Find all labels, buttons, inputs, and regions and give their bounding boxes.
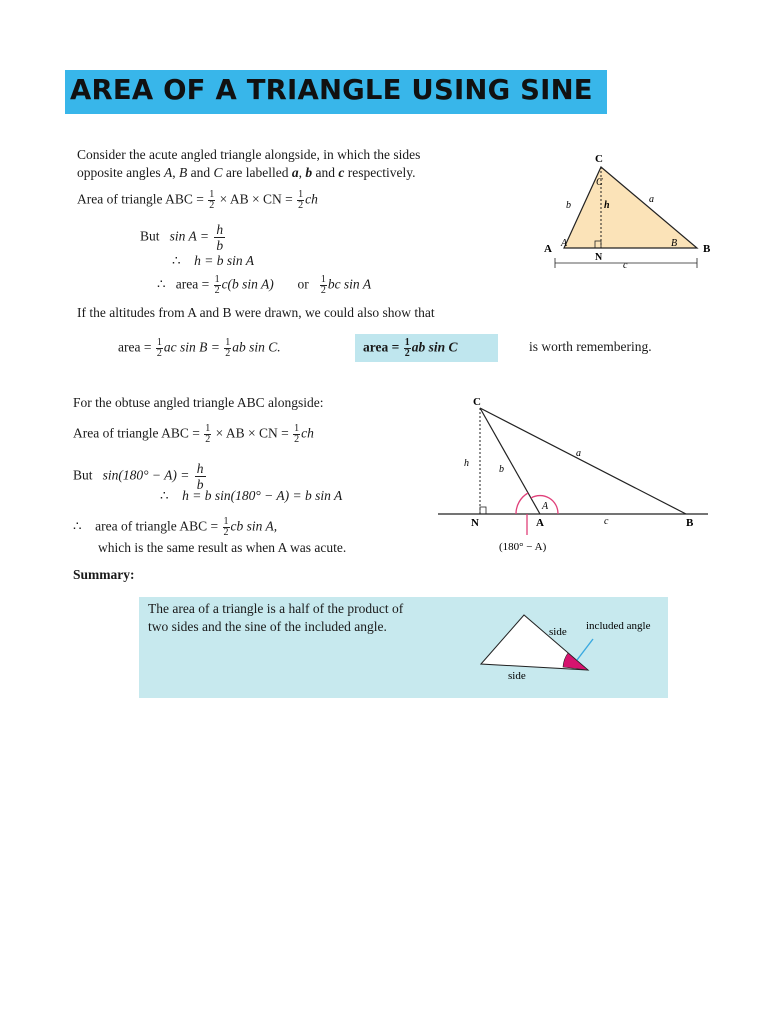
text: , <box>298 165 306 180</box>
angle-A: A <box>561 238 568 249</box>
therefore: ∴ <box>172 253 181 268</box>
summary-text-line2: two sides and the sine of the included angle. <box>148 619 387 634</box>
num: 1 <box>223 516 229 527</box>
altitudes-area-formula <box>118 338 281 359</box>
highlight-formula <box>363 338 457 359</box>
side-b: b <box>499 464 504 475</box>
text: are labelled <box>222 165 292 180</box>
fraction-half <box>208 190 215 211</box>
acute-area-formula <box>77 190 318 211</box>
text: But <box>140 228 160 244</box>
den: b <box>196 477 204 492</box>
den: 2 <box>209 200 215 211</box>
num: 1 <box>320 274 326 285</box>
acute-intro-line1: Consider the acute angled triangle alongside, in which the sides <box>77 147 421 162</box>
var-b: b <box>305 165 313 180</box>
side-c: c <box>604 516 609 527</box>
acute-but-sinA <box>140 222 227 253</box>
fraction-half <box>404 338 411 359</box>
num: 1 <box>205 423 211 434</box>
den: 2 <box>225 348 231 359</box>
fraction-half <box>223 517 230 538</box>
supplement-arc <box>516 493 528 514</box>
label-B: B <box>703 243 711 255</box>
text: sin(180° − A) = <box>102 467 193 483</box>
text: and <box>187 165 214 180</box>
label-A: A <box>544 243 552 255</box>
text: and <box>312 165 339 180</box>
side-a-line <box>480 408 686 514</box>
den: 2 <box>294 434 300 445</box>
fraction-half <box>320 275 327 296</box>
num: 1 <box>214 274 220 285</box>
text: area of triangle ABC = <box>95 518 222 534</box>
text: respectively. <box>344 165 416 180</box>
fraction-half <box>156 338 163 359</box>
num: h <box>196 461 204 476</box>
text: h = b sin A <box>194 253 254 268</box>
summary-triangle-diagram <box>474 608 668 688</box>
num: 1 <box>404 337 410 348</box>
text: ch <box>305 191 318 207</box>
label-C: C <box>595 153 603 165</box>
text: or <box>297 276 309 292</box>
text: area = <box>118 339 155 355</box>
summary-heading: Summary: <box>73 567 135 582</box>
text: sin A = <box>169 228 213 244</box>
text: ac sin B = <box>163 339 224 355</box>
den: 2 <box>320 285 326 296</box>
fraction-half <box>214 275 221 296</box>
obtuse-same-result: which is the same result as when A was acute. <box>98 540 347 555</box>
summary-side-label-2: side <box>508 670 526 682</box>
num: 1 <box>225 337 231 348</box>
num: 1 <box>156 337 162 348</box>
acute-triangle-diagram <box>535 150 720 275</box>
num: 1 <box>209 189 215 200</box>
supplement-label: (180° − A) <box>499 541 547 553</box>
altitude-h: h <box>464 458 469 469</box>
den: b <box>216 238 224 253</box>
right-angle-mark <box>480 507 486 514</box>
label-N: N <box>471 517 479 529</box>
fraction-half <box>293 424 300 445</box>
summary-included-angle-label: included angle <box>586 620 651 632</box>
side-a: a <box>649 194 654 205</box>
text: area = <box>363 339 403 355</box>
obtuse-intro: For the obtuse angled triangle ABC alongside: <box>73 395 324 410</box>
text: × AB × CN = <box>212 425 293 441</box>
text: , <box>172 165 179 180</box>
angle-A: A <box>542 501 549 512</box>
text: Area of triangle ABC = <box>73 425 204 441</box>
var-C: C <box>213 165 223 180</box>
text: opposite angles <box>77 165 164 180</box>
obtuse-area-result <box>73 517 277 538</box>
fraction-half <box>224 338 231 359</box>
included-angle-fill <box>563 653 588 670</box>
altitude-h: h <box>604 200 610 211</box>
obtuse-area-formula <box>73 424 314 445</box>
text: × AB × CN = <box>216 191 297 207</box>
page-title: AREA OF A TRIANGLE USING SINE <box>70 74 593 106</box>
text: ch <box>301 425 314 441</box>
text: bc sin A <box>327 276 372 292</box>
text: h = b sin(180° − A) = b sin A <box>182 488 343 503</box>
den: 2 <box>205 434 211 445</box>
angle-B: B <box>671 238 678 249</box>
side-c: c <box>623 260 628 271</box>
num: 1 <box>298 189 304 200</box>
therefore: ∴ <box>73 518 82 534</box>
text: But <box>73 467 93 483</box>
text: c(b sin A) <box>221 276 274 292</box>
den: 2 <box>156 348 162 359</box>
summary-side-label-1: side <box>549 626 567 638</box>
obtuse-h-equation <box>160 487 342 505</box>
fraction-half <box>204 424 211 445</box>
angle-pointer-line <box>577 639 593 660</box>
therefore: ∴ <box>160 488 169 503</box>
num: h <box>216 222 224 237</box>
den: 2 <box>223 527 229 538</box>
var-c: c <box>338 165 345 180</box>
altitudes-text: If the altitudes from A and B were drawn, we could also show that <box>77 305 435 320</box>
fraction-half <box>297 190 304 211</box>
label-A: A <box>536 517 544 529</box>
worth-remembering: is worth remembering. <box>529 339 652 354</box>
text: Area of triangle ABC = <box>77 191 208 207</box>
acute-area-equation <box>157 275 371 296</box>
fraction-h-over-b <box>214 222 225 253</box>
den: 2 <box>214 285 220 296</box>
text: ab sin C. <box>232 339 281 355</box>
label-N: N <box>595 252 603 263</box>
text: cb sin A, <box>230 518 278 534</box>
num: 1 <box>294 423 300 434</box>
text: area = <box>175 276 213 292</box>
var-a: a <box>291 165 299 180</box>
acute-intro-line2 <box>77 164 415 182</box>
var-A: A <box>164 165 173 180</box>
side-a: a <box>576 448 581 459</box>
acute-h-equation <box>172 252 254 270</box>
summary-text-line1: The area of a triangle is a half of the product of <box>148 601 404 616</box>
side-b: b <box>566 200 571 211</box>
angle-C: C <box>596 177 603 188</box>
label-B: B <box>686 517 694 529</box>
label-C: C <box>473 396 481 408</box>
den: 2 <box>298 200 304 211</box>
text: ab sin C <box>411 339 458 355</box>
triangle-abc <box>564 167 697 248</box>
obtuse-triangle-diagram <box>432 392 712 562</box>
den: 2 <box>404 348 410 359</box>
therefore: ∴ <box>157 276 166 292</box>
var-B: B <box>179 165 188 180</box>
